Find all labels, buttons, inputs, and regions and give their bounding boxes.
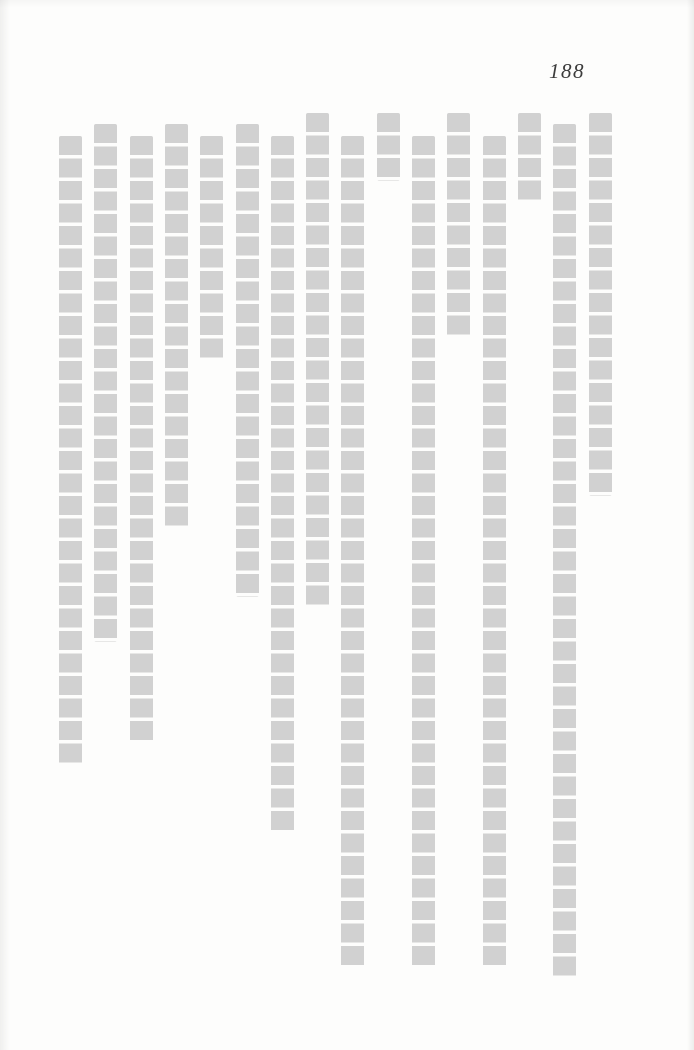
page-number: 188	[549, 59, 585, 83]
redacted-text-column	[271, 136, 294, 834]
redacted-text-column	[130, 136, 153, 744]
redacted-text-column	[589, 113, 612, 496]
vertical-text-block-redacted	[0, 113, 694, 985]
redacted-text-column	[200, 136, 223, 361]
redacted-text-column	[483, 136, 506, 969]
redacted-text-column	[447, 113, 470, 338]
redacted-text-column	[165, 124, 188, 529]
redacted-text-column	[377, 113, 400, 181]
redacted-text-column	[236, 124, 259, 597]
redacted-text-column	[518, 113, 541, 203]
redacted-text-column	[306, 113, 329, 608]
redacted-text-column	[94, 124, 117, 642]
redacted-text-column	[341, 136, 364, 969]
redacted-text-column	[412, 136, 435, 969]
redacted-text-column	[59, 136, 82, 766]
page-edge-shading-top	[0, 0, 694, 8]
redacted-text-column	[553, 124, 576, 979]
